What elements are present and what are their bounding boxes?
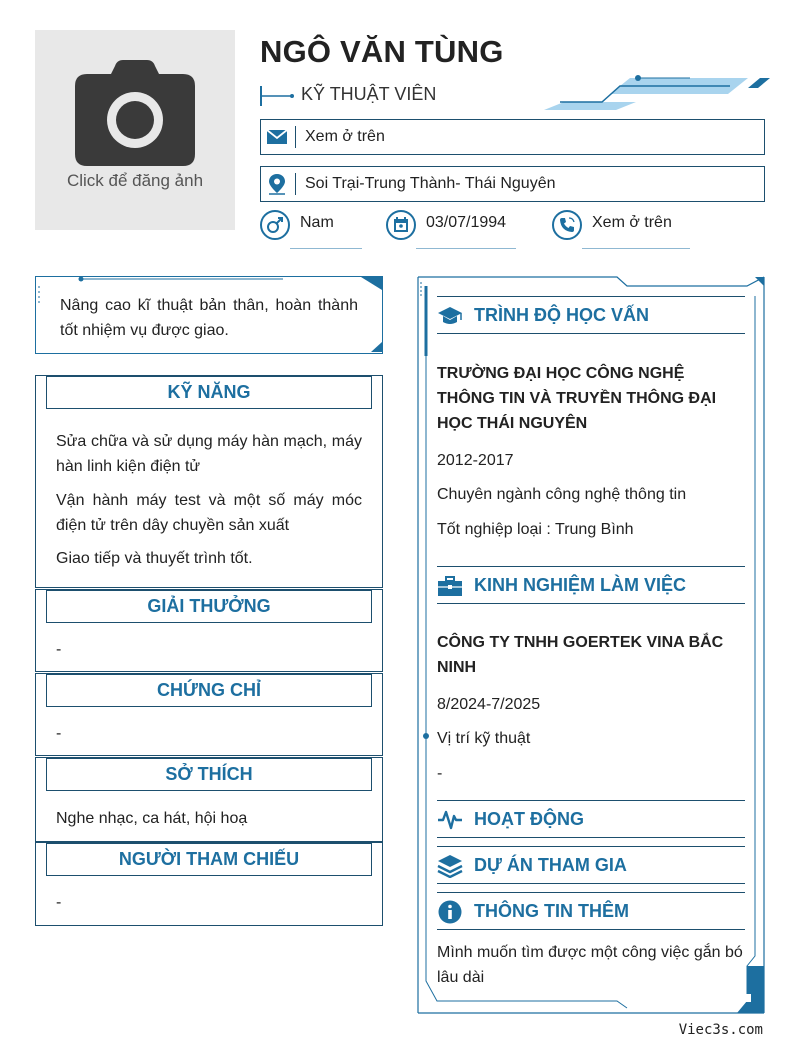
- skill-item: Giao tiếp và thuyết trình tốt.: [56, 550, 253, 567]
- education-major: Chuyên ngành công nghệ thông tin: [437, 486, 687, 503]
- experience-description: -: [437, 765, 443, 782]
- email-value: Xem ở trên: [305, 128, 385, 145]
- candidate-name: NGÔ VĂN TÙNG: [260, 34, 504, 69]
- awards-heading: GIẢI THƯỞNG: [46, 590, 372, 623]
- certificates-heading: CHỨNG CHỈ: [46, 674, 372, 707]
- hobbies-section: [35, 757, 383, 842]
- graduation-cap-icon: [437, 304, 463, 328]
- certificates-content: -: [56, 725, 62, 742]
- references-section: [35, 842, 383, 926]
- photo-caption: Click để đăng ảnh: [66, 171, 204, 190]
- skills-heading: KỸ NĂNG: [46, 376, 372, 409]
- projects-header: [437, 846, 745, 884]
- additional-info-heading: THÔNG TIN THÊM: [474, 901, 629, 921]
- camera-icon: [75, 60, 195, 166]
- additional-info-header: [437, 892, 745, 930]
- layers-icon: [437, 854, 463, 878]
- hobbies-heading: SỞ THÍCH: [46, 758, 372, 791]
- certificates-section: [35, 673, 383, 756]
- phone-item: [552, 210, 690, 252]
- map-pin-icon: [265, 173, 289, 195]
- circuit-decoration: [540, 72, 770, 114]
- skill-item: Vận hành máy test và một số máy móc điện tử trên dây chuyền sản xuất: [56, 492, 362, 534]
- pulse-icon: [437, 808, 463, 832]
- gender-value: Nam: [300, 214, 334, 231]
- experience-position: Vị trí kỹ thuật: [437, 730, 531, 747]
- education-header: [437, 296, 745, 334]
- photo-placeholder[interactable]: [35, 30, 235, 230]
- career-objective-box: [35, 276, 383, 354]
- awards-section: [35, 589, 383, 672]
- experience-header: [437, 566, 745, 604]
- job-title: KỸ THUẬT VIÊN: [301, 84, 437, 104]
- birthday-value: 03/07/1994: [426, 214, 507, 231]
- company-name: CÔNG TY TNHH GOERTEK VINA BẮC NINH: [437, 634, 724, 676]
- school-name: TRƯỜNG ĐẠI HỌC CÔNG NGHỆ THÔNG TIN VÀ TRUYỀN THÔNG ĐẠI HỌC THÁI NGUYÊN: [437, 365, 717, 432]
- references-content: -: [56, 894, 62, 911]
- education-period: 2012-2017: [437, 452, 514, 469]
- phone-value: Xem ở trên: [592, 214, 672, 231]
- career-objective-text: Nâng cao kĩ thuật bản thân, hoàn thành tốt nhiệm vụ được giao.: [60, 297, 358, 339]
- footer-brand: Viec3s.com: [678, 1022, 763, 1038]
- address-value: Soi Trại-Trung Thành- Thái Nguyên: [305, 175, 556, 192]
- briefcase-icon: [437, 574, 463, 598]
- activities-header: [437, 800, 745, 838]
- address-row: [260, 166, 765, 202]
- education-heading: TRÌNH ĐỘ HỌC VẤN: [474, 305, 649, 325]
- phone-icon: [552, 210, 582, 240]
- education-grade: Tốt nghiệp loại : Trung Bình: [437, 521, 634, 538]
- awards-content: -: [56, 641, 62, 658]
- calendar-icon: [386, 210, 416, 240]
- additional-info-text: Mình muốn tìm được một công việc gắn bó lâu dài: [437, 944, 743, 986]
- job-title-line-icon: [260, 84, 296, 108]
- references-heading: NGƯỜI THAM CHIẾU: [46, 843, 372, 876]
- gender-icon: [260, 210, 290, 240]
- experience-period: 8/2024-7/2025: [437, 696, 541, 713]
- birthday-item: [386, 210, 516, 252]
- gender-item: [260, 210, 364, 252]
- experience-heading: KINH NGHIỆM LÀM VIỆC: [474, 575, 687, 595]
- hobbies-content: Nghe nhạc, ca hát, hội hoạ: [56, 810, 248, 827]
- projects-heading: DỰ ÁN THAM GIA: [474, 855, 627, 875]
- skill-item: Sửa chữa và sử dụng máy hàn mạch, máy hàn linh kiện điện tử: [56, 433, 362, 475]
- skills-section: [35, 375, 383, 588]
- info-icon: [437, 900, 463, 924]
- email-row: [260, 119, 765, 155]
- envelope-icon: [265, 126, 289, 148]
- activities-heading: HOẠT ĐỘNG: [474, 809, 584, 829]
